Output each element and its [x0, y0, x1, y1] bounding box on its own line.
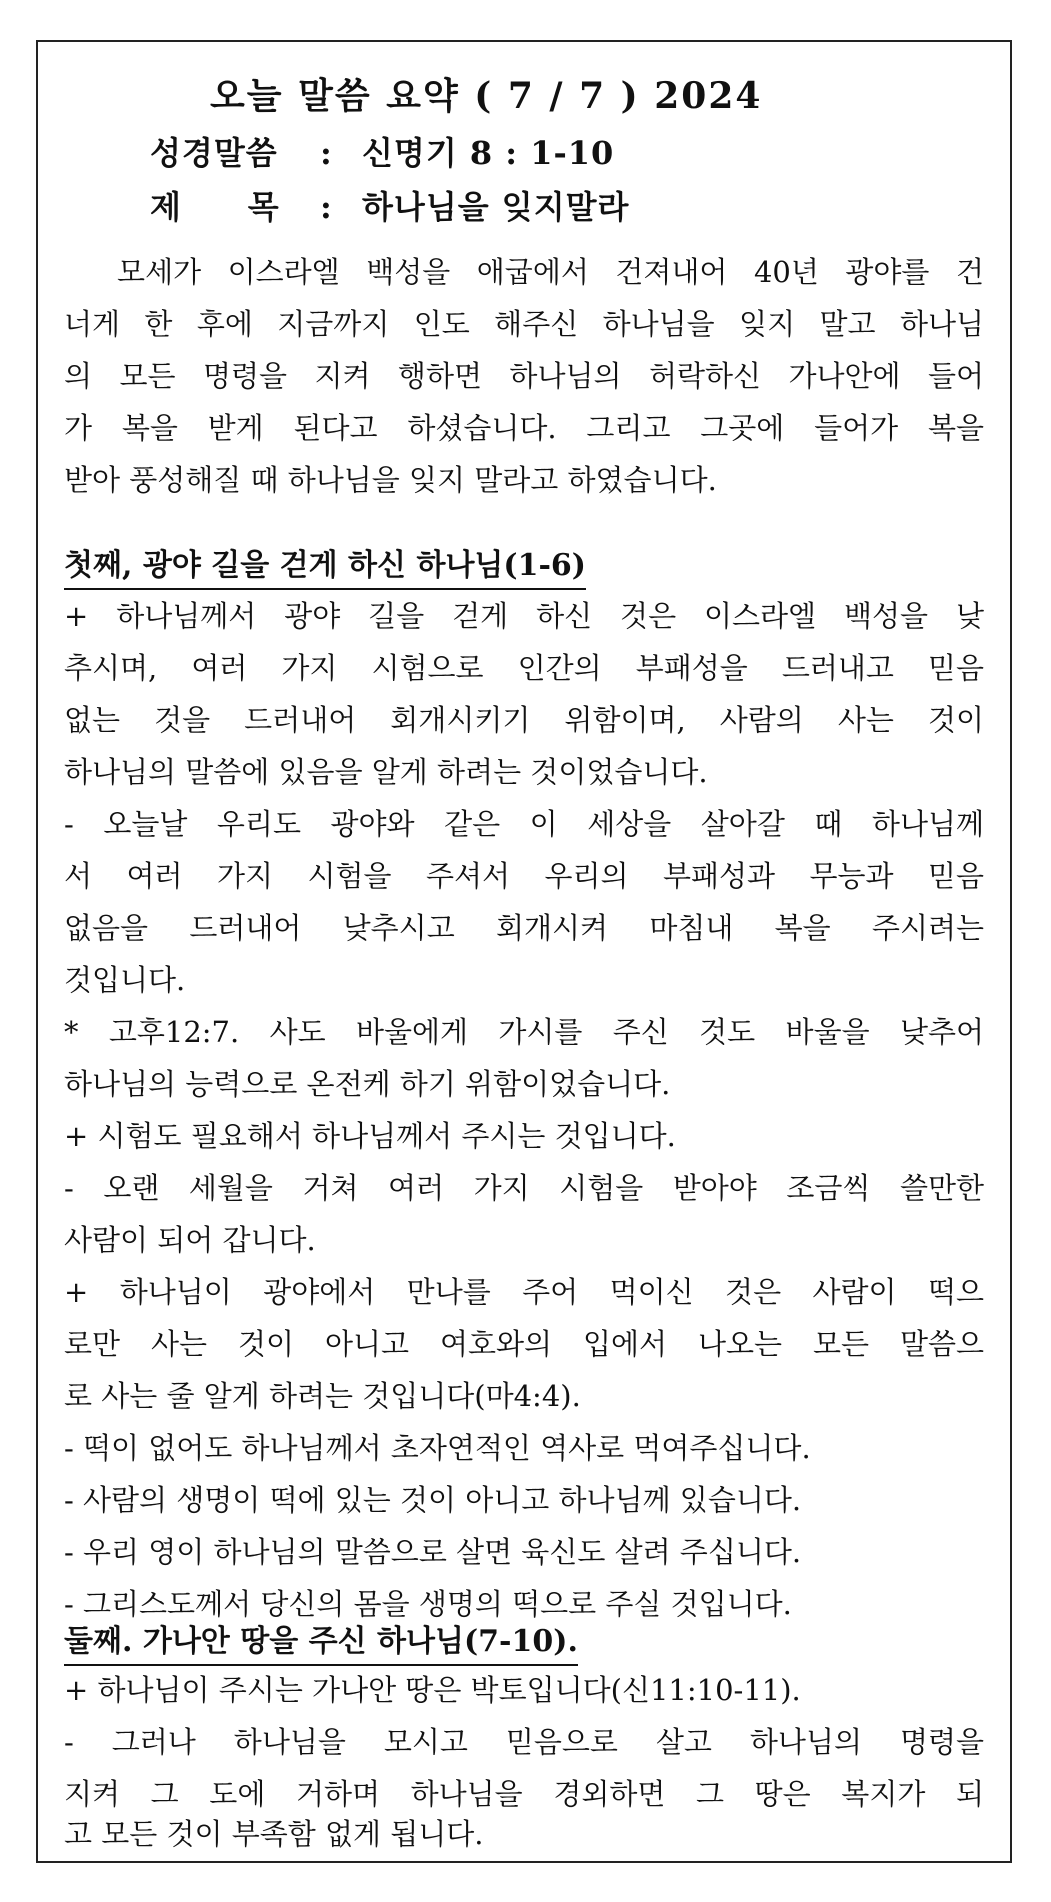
section1-line: 추시며, 여러 가지 시험으로 인간의 부패성을 드러내고 믿음: [64, 651, 984, 685]
section1-line: - 우리 영이 하나님의 말씀으로 살면 육신도 살려 주십니다.: [64, 1535, 802, 1569]
scripture-label: 성경말씀: [150, 134, 278, 172]
section1-line: * 고후12:7. 사도 바울에게 가시를 주신 것도 바울을 낮추어: [64, 1015, 984, 1049]
section1-line: - 오늘날 우리도 광야와 같은 이 세상을 살아갈 때 하나님께: [64, 807, 984, 841]
section1-line: - 떡이 없어도 하나님께서 초자연적인 역사로 먹여주십니다.: [64, 1431, 811, 1465]
page-title: 오늘 말씀 요약 ( 7 / 7 ) 2024: [210, 75, 763, 117]
section1-line: - 오랜 세월을 거쳐 여러 가지 시험을 받아야 조금씩 쓸만한: [64, 1171, 984, 1205]
scripture-reference: [150, 128, 614, 174]
intro-line: 받아 풍성해질 때 하나님을 잊지 말라고 하였습니다.: [64, 463, 717, 497]
section2-line: - 그러나 하나님을 모시고 믿음으로 살고 하나님의 명령을: [64, 1725, 984, 1759]
section1-line: 하나님의 말씀에 있음을 알게 하려는 것이었습니다.: [64, 755, 708, 789]
section2-line: 고 모든 것이 부족함 없게 됩니다.: [64, 1817, 484, 1851]
subject-label: 제 목: [150, 188, 279, 226]
intro-line: 너게 한 후에 지금까지 인도 해주신 하나님을 잊지 말고 하나님: [64, 307, 984, 341]
subject-value: 하나님을 잊지말라: [362, 188, 630, 226]
section1-line: 서 여러 가지 시험을 주셔서 우리의 부패성과 무능과 믿음: [64, 859, 984, 893]
subject-colon: :: [320, 188, 333, 226]
section1-line: 없는 것을 드러내어 회개시키기 위함이며, 사람의 사는 것이: [64, 703, 984, 737]
section1-line: 사람이 되어 갑니다.: [64, 1223, 316, 1257]
section1-line: + 하나님께서 광야 길을 걷게 하신 것은 이스라엘 백성을 낮: [64, 599, 984, 633]
section1-heading: 첫째, 광야 길을 걷게 하신 하나님(1-6): [64, 544, 586, 590]
section1-line: 로 사는 줄 알게 하려는 것입니다(마4:4).: [64, 1379, 581, 1413]
section1-line: 로만 사는 것이 아니고 여호와의 입에서 나오는 모든 말씀으: [64, 1327, 984, 1361]
scripture-colon: :: [320, 134, 333, 172]
section1-line: + 하나님이 광야에서 만나를 주어 먹이신 것은 사람이 떡으: [64, 1275, 984, 1309]
section1-line: + 시험도 필요해서 하나님께서 주시는 것입니다.: [64, 1119, 676, 1153]
intro-line: 의 모든 명령을 지켜 행하면 하나님의 허락하신 가나안에 들어: [64, 359, 984, 393]
section1-line: - 그리스도께서 당신의 몸을 생명의 떡으로 주실 것입니다.: [64, 1587, 792, 1621]
section1-line: 하나님의 능력으로 온전케 하기 위함이었습니다.: [64, 1067, 671, 1101]
section1-line: - 사람의 생명이 떡에 있는 것이 아니고 하나님께 있습니다.: [64, 1483, 802, 1517]
section2-heading: 둘째. 가나안 땅을 주신 하나님(7-10).: [64, 1620, 578, 1666]
section1-line: 것입니다.: [64, 963, 186, 997]
section2-line: 지켜 그 도에 거하며 하나님을 경외하면 그 땅은 복지가 되: [64, 1777, 984, 1811]
intro-line: 가 복을 받게 된다고 하셨습니다. 그리고 그곳에 들어가 복을: [64, 411, 984, 445]
section1-line: 없음을 드러내어 낮추시고 회개시켜 마침내 복을 주시려는: [64, 911, 984, 945]
section2-line: + 하나님이 주시는 가나안 땅은 박토입니다(신11:10-11).: [64, 1673, 801, 1707]
intro-line: 모세가 이스라엘 백성을 애굽에서 건져내어 40년 광야를 건: [64, 255, 984, 289]
sermon-subject: [150, 182, 629, 228]
scripture-value: 신명기 8 : 1-10: [362, 134, 615, 172]
